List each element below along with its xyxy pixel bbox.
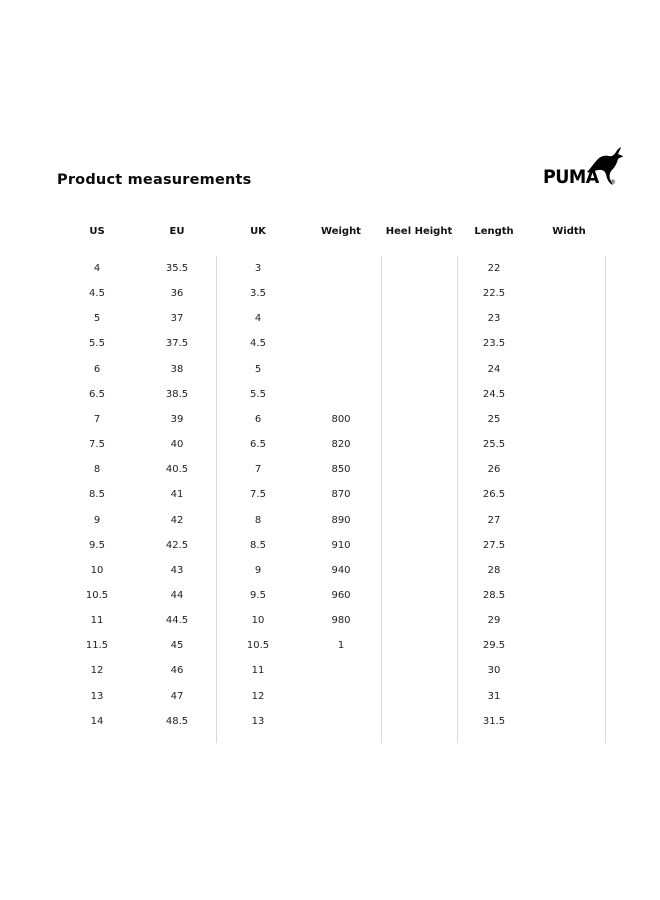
cell-eu: 36 bbox=[170, 288, 184, 300]
header-heel-height: Heel Height bbox=[385, 226, 453, 237]
cell-us: 4.5 bbox=[89, 288, 105, 300]
column-divider bbox=[216, 256, 217, 743]
cell-weight: 980 bbox=[331, 615, 351, 627]
registered-mark: ® bbox=[610, 179, 616, 186]
cell-eu: 38 bbox=[170, 363, 184, 375]
cell-uk: 4 bbox=[254, 313, 262, 325]
column-divider bbox=[605, 256, 606, 743]
cell-weight: 910 bbox=[331, 539, 351, 551]
cell-uk: 7 bbox=[254, 464, 262, 476]
cell-us: 6.5 bbox=[89, 388, 105, 400]
header-uk: UK bbox=[250, 226, 266, 237]
page-title: Product measurements bbox=[57, 172, 252, 188]
cell-length: 24.5 bbox=[482, 388, 506, 400]
puma-logo-text: PUMA bbox=[543, 166, 599, 188]
cell-eu: 40 bbox=[170, 439, 184, 450]
cell-eu: 38.5 bbox=[165, 388, 189, 400]
cell-us: 12 bbox=[90, 665, 104, 677]
cell-length: 28.5 bbox=[482, 590, 506, 601]
cell-length: 25 bbox=[487, 413, 501, 425]
cell-uk: 6 bbox=[254, 413, 262, 425]
cell-us: 9.5 bbox=[89, 539, 105, 551]
cell-uk: 10.5 bbox=[246, 640, 270, 652]
cell-eu: 44 bbox=[170, 590, 184, 601]
header-length: Length bbox=[474, 226, 514, 237]
cell-uk: 5.5 bbox=[250, 388, 266, 400]
cell-uk: 3.5 bbox=[250, 288, 266, 300]
cell-uk: 8 bbox=[254, 514, 262, 526]
header-eu: EU bbox=[169, 226, 185, 237]
cell-us: 8.5 bbox=[89, 489, 105, 501]
cell-length: 29 bbox=[487, 615, 501, 627]
puma-cat-icon bbox=[585, 146, 625, 186]
cell-us: 5 bbox=[93, 313, 101, 325]
cell-length: 31.5 bbox=[482, 715, 506, 727]
cell-eu: 43 bbox=[170, 564, 184, 576]
cell-uk: 13 bbox=[251, 715, 265, 727]
column-divider bbox=[381, 256, 382, 743]
cell-us: 7.5 bbox=[89, 439, 105, 450]
cell-uk: 5 bbox=[254, 363, 262, 375]
cell-uk: 6.5 bbox=[250, 439, 266, 450]
cell-weight: 940 bbox=[331, 564, 351, 576]
cell-eu: 41 bbox=[170, 489, 184, 501]
cell-uk: 12 bbox=[251, 690, 265, 702]
cell-us: 14 bbox=[90, 715, 104, 727]
cell-eu: 37.5 bbox=[165, 338, 189, 350]
header-width: Width bbox=[552, 226, 586, 237]
cell-length: 26 bbox=[487, 464, 501, 476]
cell-eu: 39 bbox=[170, 413, 184, 425]
cell-uk: 9 bbox=[254, 564, 262, 576]
cell-eu: 48.5 bbox=[165, 715, 189, 727]
cell-us: 13 bbox=[90, 690, 104, 702]
cell-length: 28 bbox=[487, 564, 501, 576]
cell-uk: 11 bbox=[251, 665, 265, 677]
cell-eu: 45 bbox=[170, 640, 184, 652]
cell-weight: 850 bbox=[331, 464, 351, 476]
cell-us: 6 bbox=[93, 363, 101, 375]
cell-uk: 9.5 bbox=[250, 590, 266, 601]
cell-us: 11 bbox=[90, 615, 104, 627]
cell-length: 23.5 bbox=[482, 338, 506, 350]
cell-us: 7 bbox=[93, 413, 101, 425]
cell-us: 4 bbox=[93, 263, 101, 274]
cell-uk: 10 bbox=[251, 615, 265, 627]
cell-us: 5.5 bbox=[89, 338, 105, 350]
cell-eu: 40.5 bbox=[165, 464, 189, 476]
cell-weight: 820 bbox=[331, 439, 351, 450]
cell-eu: 42 bbox=[170, 514, 184, 526]
cell-length: 26.5 bbox=[482, 489, 506, 501]
cell-us: 8 bbox=[93, 464, 101, 476]
cell-weight: 960 bbox=[331, 590, 351, 601]
cell-eu: 44.5 bbox=[165, 615, 189, 627]
cell-eu: 47 bbox=[170, 690, 184, 702]
cell-eu: 35.5 bbox=[165, 263, 189, 274]
cell-weight: 890 bbox=[331, 514, 351, 526]
cell-us: 11.5 bbox=[85, 640, 109, 652]
cell-length: 25.5 bbox=[482, 439, 506, 450]
column-divider bbox=[457, 256, 458, 743]
cell-us: 10.5 bbox=[85, 590, 109, 601]
cell-length: 31 bbox=[487, 690, 501, 702]
cell-eu: 46 bbox=[170, 665, 184, 677]
cell-us: 9 bbox=[93, 514, 101, 526]
header-weight: Weight bbox=[321, 226, 361, 237]
cell-weight: 1 bbox=[337, 640, 345, 652]
cell-length: 30 bbox=[487, 665, 501, 677]
cell-eu: 42.5 bbox=[165, 539, 189, 551]
cell-length: 29.5 bbox=[482, 640, 506, 652]
cell-uk: 8.5 bbox=[250, 539, 266, 551]
cell-length: 22.5 bbox=[482, 288, 506, 300]
cell-eu: 37 bbox=[170, 313, 184, 325]
cell-uk: 4.5 bbox=[250, 338, 266, 350]
cell-length: 27 bbox=[487, 514, 501, 526]
cell-uk: 3 bbox=[254, 263, 262, 274]
cell-length: 27.5 bbox=[482, 539, 506, 551]
cell-length: 24 bbox=[487, 363, 501, 375]
header-us: US bbox=[89, 226, 105, 237]
cell-weight: 870 bbox=[331, 489, 351, 501]
cell-weight: 800 bbox=[331, 413, 351, 425]
cell-uk: 7.5 bbox=[250, 489, 266, 501]
cell-length: 22 bbox=[487, 263, 501, 274]
cell-length: 23 bbox=[487, 313, 501, 325]
puma-logo bbox=[543, 146, 625, 190]
cell-us: 10 bbox=[90, 564, 104, 576]
